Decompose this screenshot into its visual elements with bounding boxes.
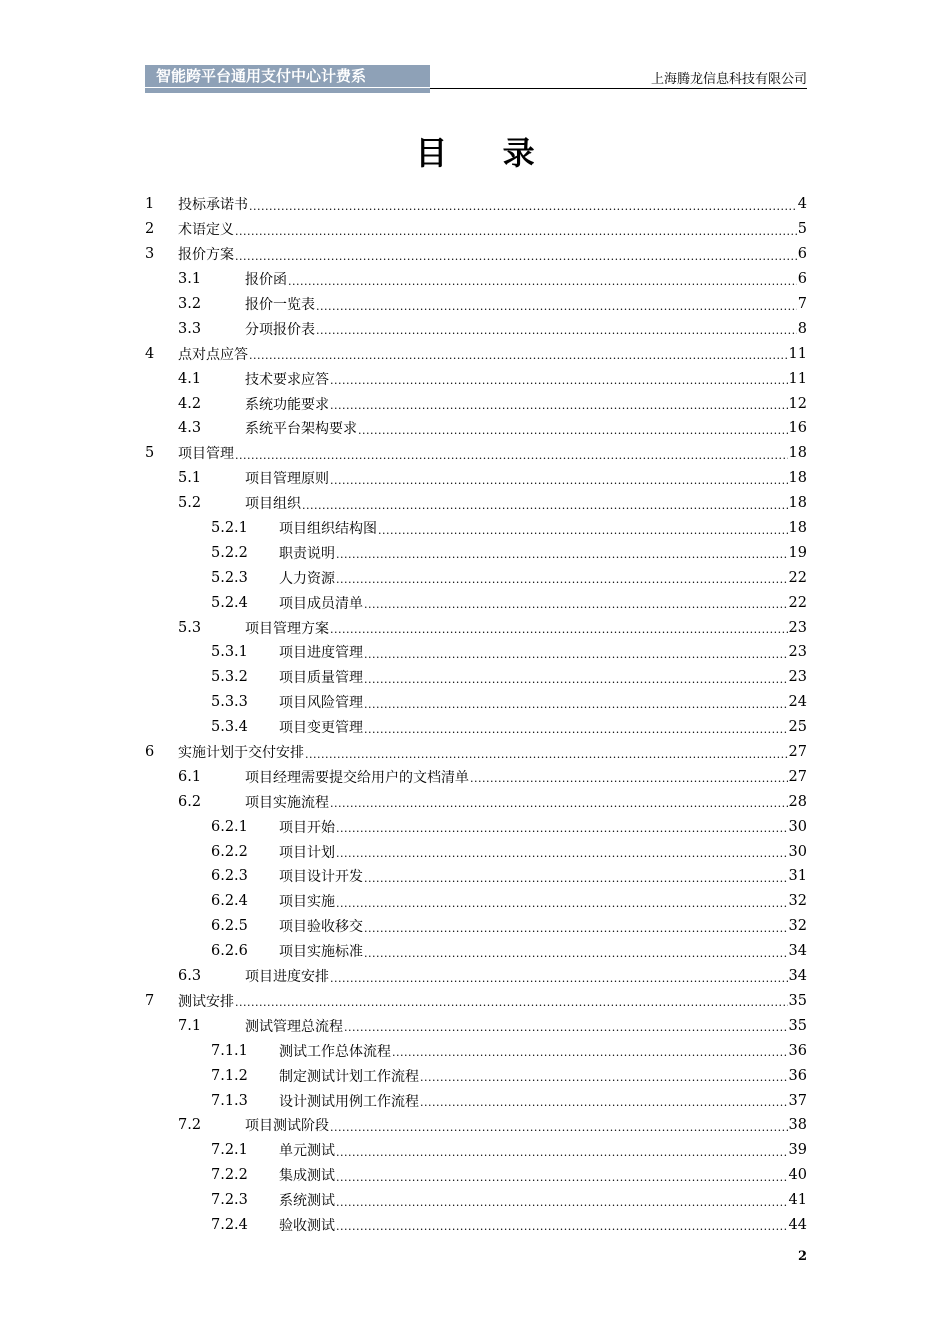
toc-entry[interactable] [145,864,807,889]
toc-dot-leader [336,573,788,586]
toc-entry-title: 系统平台架构要求 [245,421,357,438]
toc-entry-title: 报价方案 [178,247,234,264]
toc-entry-page: 18 [788,445,807,462]
toc-entry-title: 项目进度管理 [279,645,363,662]
toc-entry-title: 投标承诺书 [178,197,248,214]
toc-entry[interactable] [145,1038,807,1063]
toc-entry-number: 5.3.3 [211,694,248,711]
toc-entry-page: 18 [788,520,807,537]
toc-entry-page: 39 [788,1142,807,1159]
toc-entry[interactable] [145,565,807,590]
toc-entry-number: 7.1.3 [211,1092,248,1109]
toc-entry-page: 8 [797,320,807,337]
toc-entry-title: 项目设计开发 [279,869,363,886]
toc-entry-number: 6 [145,744,155,761]
toc-entry-page: 44 [788,1216,807,1233]
toc-dot-leader [420,1096,788,1109]
toc-entry[interactable] [145,740,807,765]
toc-dot-leader [336,1171,788,1184]
toc-entry-page: 11 [788,370,807,387]
toc-dot-leader [330,623,788,636]
toc-entry[interactable] [145,491,807,516]
toc-entry-number: 5.2.4 [211,594,248,611]
toc-entry-number: 3.3 [178,320,202,337]
toc-entry-page: 32 [788,918,807,935]
toc-entry[interactable] [145,889,807,914]
toc-entry-page: 19 [788,544,807,561]
document-title: 智能跨平台通用支付中心计费系 [156,67,367,85]
toc-entry-title: 项目计划 [279,844,335,861]
toc-entry[interactable] [145,267,807,292]
toc-entry-number: 5.3.4 [211,719,248,736]
toc-dot-leader [316,324,797,337]
toc-entry-number: 7.1.1 [211,1042,248,1059]
toc-entry[interactable] [145,814,807,839]
toc-entry-page: 35 [788,992,807,1009]
toc-entry-title: 项目实施 [279,894,335,911]
toc-entry[interactable] [145,416,807,441]
toc-entry-title: 项目开始 [279,819,335,836]
toc-entry[interactable] [145,1063,807,1088]
toc-entry-page: 27 [788,744,807,761]
toc-entry-page: 6 [797,271,807,288]
toc-entry-number: 3 [145,246,155,263]
toc-entry-number: 4.2 [178,395,202,412]
toc-entry-number: 7.2.4 [211,1216,248,1233]
toc-entry-number: 6.1 [178,768,202,785]
toc-dot-leader [336,548,788,561]
toc-entry[interactable] [145,1163,807,1188]
toc-entry-page: 30 [788,818,807,835]
toc-entry-title: 项目进度安排 [245,969,329,986]
toc-entry-page: 28 [788,793,807,810]
toc-entry[interactable] [145,516,807,541]
toc-entry[interactable] [145,366,807,391]
toc-entry-page: 18 [788,495,807,512]
page-number: 2 [797,1249,807,1264]
toc-entry-number: 5.2 [178,495,202,512]
toc-entry-title: 技术要求应答 [245,371,329,388]
toc-dot-leader [392,1046,788,1059]
toc-entry[interactable] [145,242,807,267]
toc-entry[interactable] [145,615,807,640]
toc-entry-title: 项目实施标准 [279,944,363,961]
toc-entry-number: 6.2.1 [211,818,248,835]
toc-dot-leader [330,1121,788,1134]
toc-entry-title: 项目成员清单 [279,595,363,612]
toc-entry-page: 27 [788,768,807,785]
toc-entry-title: 设计测试用例工作流程 [279,1093,419,1110]
toc-entry[interactable] [145,715,807,740]
toc-entry-title: 测试安排 [178,993,234,1010]
toc-entry-page: 16 [788,420,807,437]
toc-entry-number: 5.3.2 [211,669,248,686]
toc-entry-number: 3.2 [178,296,202,312]
toc-entry[interactable] [145,989,807,1014]
toc-dot-leader [420,1071,788,1084]
toc-entry-page: 23 [788,669,807,686]
toc-dot-leader [336,847,788,860]
toc-entry-title: 术语定义 [178,222,234,239]
toc-dot-leader [358,424,788,437]
toc-entry-number: 7.2 [178,1117,202,1134]
toc-entry-page: 40 [788,1167,807,1184]
toc-entry-number: 3.1 [178,271,202,288]
toc-entry[interactable] [145,1138,807,1163]
header-rule-accent [145,88,430,93]
toc-entry-page: 4 [797,196,807,213]
toc-dot-leader [378,524,788,537]
toc-dot-leader [302,499,788,512]
toc-entry-title: 报价一览表 [245,297,315,313]
toc-dot-leader [336,897,788,910]
toc-entry-page: 23 [788,619,807,636]
toc-entry-title: 实施计划于交付安排 [178,745,304,762]
toc-entry[interactable] [145,391,807,416]
toc-entry-title: 项目变更管理 [279,720,363,737]
toc-entry[interactable] [145,789,807,814]
toc-dot-leader [364,698,788,711]
toc-entry-title: 项目实施流程 [245,794,329,811]
toc-entry-title: 测试工作总体流程 [279,1043,391,1060]
toc-entry[interactable] [145,640,807,665]
toc-entry-title: 点对点应答 [178,346,248,363]
toc-entry-number: 6.2.6 [211,943,248,960]
toc-dot-leader [316,300,797,313]
toc-dot-leader [330,399,788,412]
toc-entry[interactable] [145,466,807,491]
header-rule [430,88,807,89]
toc-entry-number: 4.3 [178,420,202,437]
toc-entry-number: 5.1 [178,470,202,487]
toc-entry-title: 人力资源 [279,570,335,587]
toc-entry-number: 7 [145,992,155,1009]
toc-entry[interactable] [145,217,807,242]
toc-entry-number: 6.3 [178,968,202,985]
toc-entry-page: 38 [788,1117,807,1134]
toc-dot-leader [235,996,788,1009]
toc-entry-page: 5 [797,221,807,238]
toc-entry-title: 系统测试 [279,1193,335,1210]
toc-dot-leader [249,349,788,362]
toc-entry-number: 5.2.2 [211,544,248,561]
toc-entry-page: 7 [797,296,807,312]
toc-entry-number: 7.2.2 [211,1167,248,1184]
toc-entry-title: 单元测试 [279,1143,335,1160]
toc-entry[interactable] [145,341,807,366]
toc-entry-number: 7.1 [178,1017,202,1034]
toc-heading: 目 录 [415,134,557,172]
toc-entry[interactable] [145,690,807,715]
toc-entry-title: 项目测试阶段 [245,1118,329,1135]
toc-entry-number: 4 [145,345,155,362]
toc-dot-leader [364,648,788,661]
toc-entry-number: 6.2.5 [211,918,248,935]
toc-entry-page: 25 [788,719,807,736]
toc-entry-number: 5.2.1 [211,520,248,537]
toc-entry-page: 22 [788,594,807,611]
toc-entry-number: 6.2 [178,793,202,810]
toc-entry-number: 6.2.2 [211,843,248,860]
toc-dot-leader [235,250,797,263]
toc-dot-leader [288,275,797,288]
toc-entry-title: 集成测试 [279,1168,335,1185]
toc-entry-title: 项目验收移交 [279,919,363,936]
toc-dot-leader [235,225,797,238]
toc-entry-title: 分项报价表 [245,321,315,338]
toc-entry[interactable] [145,1188,807,1213]
toc-entry-page: 36 [788,1042,807,1059]
toc-entry-page: 23 [788,644,807,661]
toc-entry-page: 32 [788,893,807,910]
toc-entry-page: 41 [788,1192,807,1209]
toc-entry[interactable] [145,441,807,466]
toc-entry-title: 测试管理总流程 [245,1018,343,1035]
toc-dot-leader [470,772,788,785]
toc-entry[interactable] [145,1088,807,1113]
toc-entry-title: 制定测试计划工作流程 [279,1068,419,1085]
company-name: 上海腾龙信息科技有限公司 [650,72,807,87]
toc-entry-title: 项目经理需要提交给用户的文档清单 [245,769,469,786]
toc-entry-title: 项目组织结构图 [279,521,377,538]
toc-entry-number: 5.2.3 [211,569,248,586]
toc-entry-number: 5 [145,445,155,462]
toc-dot-leader [305,748,788,761]
toc-entry-number: 7.2.1 [211,1142,248,1159]
toc-entry-page: 22 [788,569,807,586]
toc-entry[interactable] [145,590,807,615]
toc-dot-leader [330,474,788,487]
toc-entry-page: 34 [788,968,807,985]
toc-dot-leader [336,822,788,835]
toc-entry-page: 37 [788,1092,807,1109]
toc-entry-page: 11 [788,345,807,362]
toc-entry[interactable] [145,292,807,317]
toc-entry-number: 7.2.3 [211,1192,248,1209]
toc-entry[interactable] [145,839,807,864]
toc-entry-page: 6 [797,246,807,263]
toc-entry-title: 职责说明 [279,545,335,562]
toc-entry-page: 18 [788,470,807,487]
toc-entry-page: 30 [788,843,807,860]
toc-dot-leader [364,723,788,736]
table-of-contents [145,192,807,1237]
toc-dot-leader [330,374,788,387]
toc-entry-page: 24 [788,694,807,711]
toc-entry-title: 系统功能要求 [245,396,329,413]
toc-entry-number: 5.3.1 [211,644,248,661]
toc-dot-leader [336,1146,788,1159]
toc-entry-number: 6.2.3 [211,868,248,885]
toc-entry[interactable] [145,1113,807,1138]
toc-dot-leader [364,673,788,686]
toc-dot-leader [364,872,788,885]
toc-entry-title: 验收测试 [279,1217,335,1234]
toc-entry-page: 12 [788,395,807,412]
toc-entry-number: 5.3 [178,619,202,636]
toc-entry[interactable] [145,964,807,989]
toc-entry[interactable] [145,764,807,789]
toc-dot-leader [330,797,788,810]
toc-entry-title: 报价函 [245,272,287,289]
toc-dot-leader [344,1021,788,1034]
toc-dot-leader [364,922,788,935]
toc-entry-title: 项目管理 [178,446,234,463]
toc-entry-number: 4.1 [178,370,202,387]
toc-dot-leader [330,972,788,985]
toc-entry-number: 2 [145,221,155,238]
toc-entry[interactable] [145,665,807,690]
toc-dot-leader [364,598,788,611]
toc-dot-leader [235,449,788,462]
toc-entry-title: 项目管理原则 [245,471,329,488]
toc-entry-page: 34 [788,943,807,960]
toc-dot-leader [364,947,788,960]
toc-dot-leader [336,1196,788,1209]
toc-entry[interactable] [145,1213,807,1238]
toc-entry[interactable] [145,914,807,939]
toc-entry[interactable] [145,316,807,341]
toc-dot-leader [249,200,797,213]
toc-entry[interactable] [145,540,807,565]
toc-entry-title: 项目风险管理 [279,695,363,712]
toc-entry[interactable] [145,939,807,964]
toc-entry-title: 项目管理方案 [245,620,329,637]
toc-entry[interactable] [145,1013,807,1038]
toc-entry-number: 6.2.4 [211,893,248,910]
toc-entry-title: 项目质量管理 [279,670,363,687]
toc-entry-page: 35 [788,1017,807,1034]
toc-entry[interactable] [145,192,807,217]
toc-dot-leader [336,1220,788,1233]
toc-entry-page: 36 [788,1067,807,1084]
toc-entry-number: 7.1.2 [211,1067,248,1084]
toc-entry-number: 1 [145,196,155,213]
toc-entry-title: 项目组织 [245,496,301,513]
toc-entry-page: 31 [788,868,807,885]
